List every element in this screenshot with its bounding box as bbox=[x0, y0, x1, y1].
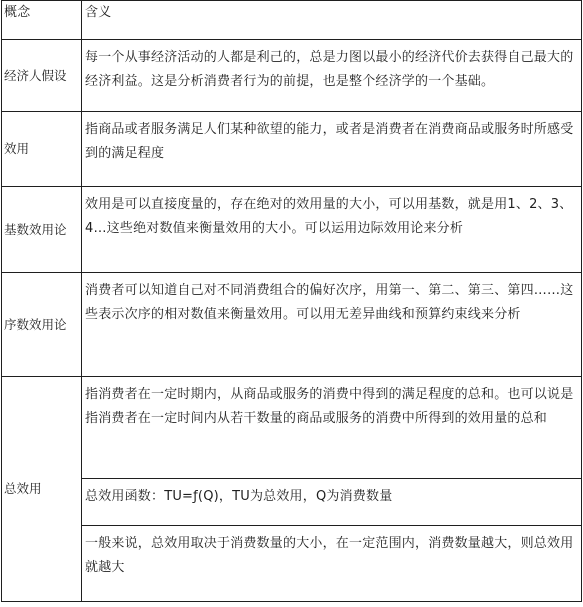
meaning-cell bbox=[82, 40, 582, 112]
meaning-text: 指商品或者服务满足人们某种欲望的能力，或者是消费者在消费商品或服务时所感受到的满足程度 bbox=[85, 122, 574, 161]
table-row bbox=[2, 112, 582, 187]
term-cell: 效用 bbox=[2, 112, 82, 187]
meaning-cell bbox=[82, 479, 582, 526]
term-cell: 总效用 bbox=[2, 377, 82, 602]
meaning-text: 效用是可以直接度量的，存在绝对的效用量的大小，可以用基数，就是用1、2、3、4…这些绝对数值来衡量效用的大小。可以运用边际效用论来分析 bbox=[85, 197, 573, 236]
meaning-cell bbox=[82, 112, 582, 187]
meaning-text: 指消费者在一定时期内，从商品或服务的消费中得到的满足程度的总和。也可以说是指消费者在一定时间内从若干数量的商品或服务的消费中所得到的效用量的总和 bbox=[85, 387, 574, 426]
meaning-cell bbox=[82, 273, 582, 377]
meaning-text: 总效用函数：TU=ƒ(Q)，TU为总效用，Q为消费数量 bbox=[85, 489, 393, 504]
meaning-cell bbox=[82, 187, 582, 273]
header-concept: 概念 bbox=[2, 1, 82, 40]
meaning-cell bbox=[82, 526, 582, 602]
term-cell: 经济人假设 bbox=[2, 40, 82, 112]
table-row bbox=[2, 526, 582, 602]
table-row bbox=[2, 40, 582, 112]
header-meaning: 含义 bbox=[82, 1, 582, 40]
term-cell: 序数效用论 bbox=[2, 273, 82, 377]
table-header-row bbox=[2, 1, 582, 40]
table-row bbox=[2, 377, 582, 479]
table-row bbox=[2, 273, 582, 377]
table-row bbox=[2, 479, 582, 526]
meaning-text: 每一个从事经济活动的人都是利己的，总是力图以最小的经济代价去获得自己最大的经济利益。这是分析消费者行为的前提，也是整个经济学的一个基础。 bbox=[85, 50, 574, 89]
meaning-text: 消费者可以知道自己对不同消费组合的偏好次序，用第一、第二、第三、第四……这些表示次序的相对数值来衡量效用。可以用无差异曲线和预算约束线来分析 bbox=[85, 283, 574, 322]
table-row bbox=[2, 187, 582, 273]
concept-table bbox=[1, 0, 582, 602]
meaning-text: 一般来说，总效用取决于消费数量的大小，在一定范围内，消费数量越大，则总效用就越大 bbox=[85, 536, 574, 575]
meaning-cell bbox=[82, 377, 582, 479]
term-cell: 基数效用论 bbox=[2, 187, 82, 273]
